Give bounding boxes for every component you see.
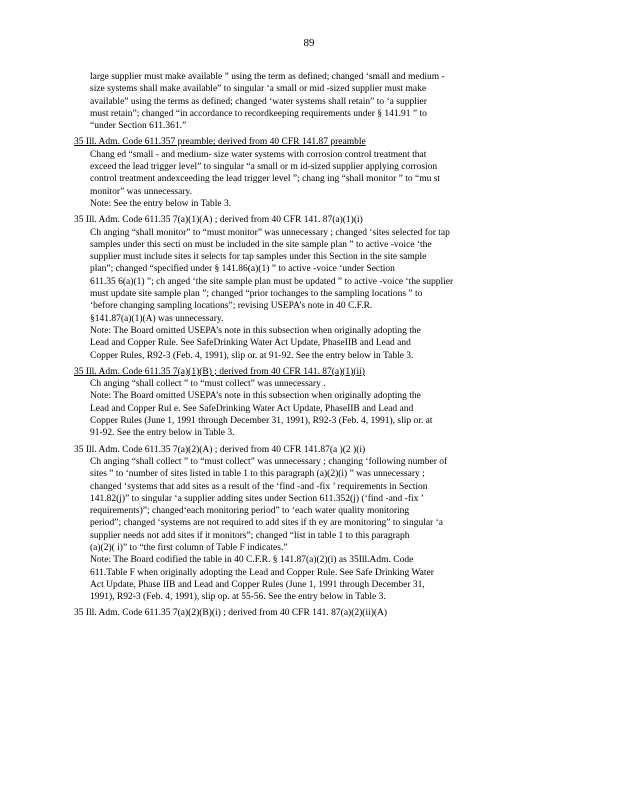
continued-entry <box>90 71 552 132</box>
table-entry <box>74 214 552 362</box>
note-line: Note: The Board omitted USEPA’s note in this subsection when originally adopting the <box>90 391 421 402</box>
note-line: 91-92. See the entry below in Table 3. <box>90 428 235 439</box>
note-line: Lead and Copper Rul e. See SafeDrinking Water Act Update, PhaseIIB and Lead and <box>90 403 414 414</box>
note-line: Note: See the entry below in Table 3. <box>90 198 232 209</box>
text-line: (a)(2)( i)” to “the first column of Table F indicates.” <box>90 542 288 553</box>
text-line: ‘before changing sampling locations”; revising USEPA’s note in 40 C.F.R. <box>90 301 373 312</box>
text-line: Ch anging “shall monitor” to “must monitor” was unnecessary ; changed ‘sites selected for tap <box>90 227 450 238</box>
text-line: period”; changed ‘systems are not required to add sites if th ey are monitoring” to singular ‘a <box>90 518 443 529</box>
text-line: control treatment andexceeding the lead trigger level ”; chang ing “shall monitor ” to “mu st <box>90 174 441 185</box>
text-line: exceed the lead trigger level” to singular “a small or m id-sized supplier applying corrosion <box>90 162 438 173</box>
note-line: Lead and Copper Rule. See SafeDrinking Water Act Update, PhaseIIB and Lead and <box>90 338 411 349</box>
entry-heading: 35 Ill. Adm. Code 611.35 7(a)(1)(B) ; derived from 40 CFR 141. 87(a)(1)(ii) <box>74 366 365 377</box>
text-line: must update site sample plan ”; changed “prior tochanges to the sampling locations ” to <box>90 289 423 300</box>
entry-heading: 35 Ill. Adm. Code 611.35 7(a)(1)(A) ; derived from 40 CFR 141. 87(a)(1)(i) <box>74 215 363 226</box>
text-line: available” using the terms as defined; changed ‘water systems shall retain” to ‘a supplier <box>90 96 427 107</box>
note-line: Note: The Board omitted USEPA’s note in this subsection when originally adopting the <box>90 325 421 336</box>
text-line: requirements)”; changed‘each monitoring period” to ‘each water quality monitoring <box>90 506 410 517</box>
text-line: samples under this secti on must be included in the site sample plan ” to active -voice ‘the <box>90 239 432 250</box>
table-entry <box>74 366 552 440</box>
text-line: changed ‘systems that add sites as a result of the ‘find -and -fix ’ requirements in Section <box>90 481 428 492</box>
text-line: monitor” was unnecessary. <box>90 186 193 197</box>
table-entry <box>74 444 552 604</box>
table-entry <box>74 607 552 619</box>
text-line: must retain”; changed “in accordance to recordkeeping requirements under § 141.91 ” to <box>90 108 427 119</box>
text-line: Ch anging “shall collect ” to “must collect” was unnecessary ; changing ‘following number of <box>90 456 448 467</box>
note-line: Copper Rules, R92-3 (Feb. 4, 1991), slip or. at 91-92. See the entry below in Table 3. <box>90 350 414 361</box>
entry-heading: 35 Ill. Adm. Code 611.357 preamble; derived from 40 CFR 141.87 preamble <box>74 137 366 148</box>
entry-heading: 35 Ill. Adm. Code 611.35 7(a)(2)(B)(i) ; derived from 40 CFR 141. 87(a)(2)(ii)(A) <box>74 608 388 619</box>
note-line: 611.Table F when originally adopting the Lead and Copper Rule. See Safe Drinking Water <box>90 567 434 578</box>
text-line: supplier needs not add sites if it monitors”; changed “list in table 1 to this paragraph <box>90 530 410 541</box>
text-line: 141.82(j)” to singular ‘a supplier adding sites under Section 611.352(j) (‘find -and -fix ’ <box>90 493 424 504</box>
text-line: Chang ed “small - and medium- size water systems with corrosion control treatment that <box>90 149 427 160</box>
entry-heading: 35 Ill. Adm. Code 611.35 7(a)(2)(A) ; derived from 40 CFR 141.87(a )(2 )(i) <box>74 444 366 455</box>
entry-body <box>90 456 552 604</box>
entry-body <box>90 227 552 362</box>
page-number: 89 <box>303 37 315 49</box>
text-line: sites ” to ‘number of sites listed in table 1 to this paragraph (a)(2)(i) ” was unnecessary ; <box>90 469 425 480</box>
text-line: plan”; changed “specified under § 141.86(a)(1) ” to active -voice ‘under Section <box>90 264 395 275</box>
entry-body <box>90 149 552 210</box>
text-line: size systems shall make available” to singular ‘a small or mid -sized supplier must make <box>90 84 427 95</box>
entry-body <box>90 378 552 439</box>
table-entry <box>74 136 552 210</box>
text-line: §141.87(a)(1)(A) was unnecessary. <box>90 313 224 324</box>
document-body <box>74 71 552 624</box>
text-line: 611.35 6(a)(1) ”; ch anged ‘the site sample plan must be updated ” to active -voice ‘the supplier <box>90 276 454 287</box>
text-line: Ch anging “shall collect ” to “must collect” was unnecessary . <box>90 379 326 390</box>
text-line: supplier must include sites it selects for tap samples under this Section in the site sample <box>90 252 427 263</box>
note-line: Act Update, Phase IIB and Lead and Copper Rules (June 1, 1991 through December 31, <box>90 579 425 590</box>
note-line: Copper Rules (June 1, 1991 through December 31, 1991), R92-3 (Feb. 4, 1991), slip or. at <box>90 416 433 427</box>
note-line: 1991), R92-3 (Feb. 4, 1991), slip op. at 55-56. See the entry below in Table 3. <box>90 592 386 603</box>
text-line: large supplier must make available ” using the term as defined; changed ‘small and medium - <box>90 72 445 82</box>
text-line: “under Section 611.361.” <box>90 121 187 132</box>
note-line: Note: The Board codified the table in 40 C.F.R. § 141.87(a)(2)(i) as 35Ill.Adm. Code <box>90 555 414 566</box>
